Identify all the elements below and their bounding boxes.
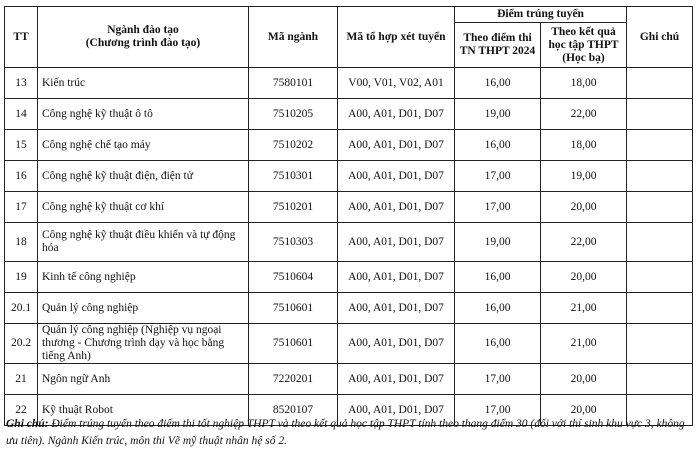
cell-diem-hoc-ba: 21,00 — [541, 324, 627, 364]
cell-tt: 16 — [5, 161, 38, 192]
cell-to-hop: A00, A01, D01, D07 — [338, 262, 455, 293]
table-row — [5, 262, 693, 293]
cell-tt: 13 — [5, 68, 38, 99]
cell-tt: 15 — [5, 130, 38, 161]
cell-nganh: Kinh tế công nghiệp — [38, 262, 249, 293]
cell-nganh: Quản lý công nghiệp (Nghiệp vụ ngoại thương - Chương trình dạy và học bằng tiếng Anh) — [38, 324, 249, 364]
cell-tt: 22 — [5, 395, 38, 426]
header-nganh-label: Ngành đào tạo — [107, 24, 179, 36]
admission-score-table — [4, 6, 693, 426]
cell-diem-thpt: 16,00 — [455, 262, 541, 293]
header-diem: Điểm trúng tuyển — [455, 7, 627, 23]
cell-ghi-chu — [627, 364, 693, 395]
header-hoc-ba: Theo kết quả học tập THPT (Học bạ) — [541, 23, 627, 68]
cell-diem-hoc-ba: 20,00 — [541, 262, 627, 293]
cell-diem-thpt: 17,00 — [455, 161, 541, 192]
cell-tt: 14 — [5, 99, 38, 130]
cell-tt: 20.1 — [5, 293, 38, 324]
cell-ma-nganh: 7510205 — [249, 99, 338, 130]
cell-ghi-chu — [627, 293, 693, 324]
header-nganh — [38, 7, 249, 68]
cell-diem-thpt: 17,00 — [455, 192, 541, 223]
header-chuong-trinh-label: (Chương trình đào tạo) — [85, 37, 201, 49]
cell-nganh: Ngôn ngữ Anh — [38, 364, 249, 395]
cell-ma-nganh: 7510303 — [249, 223, 338, 262]
cell-diem-thpt: 17,00 — [455, 364, 541, 395]
cell-ghi-chu — [627, 161, 693, 192]
cell-ghi-chu — [627, 192, 693, 223]
cell-nganh: Công nghệ kỹ thuật điện, điện tử — [38, 161, 249, 192]
cell-diem-thpt: 16,00 — [455, 293, 541, 324]
cell-ma-nganh: 7580101 — [249, 68, 338, 99]
table-row — [5, 192, 693, 223]
table-row — [5, 324, 693, 364]
cell-to-hop: A00, A01, D01, D07 — [338, 130, 455, 161]
cell-to-hop: A00, A01, D01, D07 — [338, 293, 455, 324]
cell-ma-nganh: 8520107 — [249, 395, 338, 426]
header-ghi-chu: Ghi chú — [627, 7, 693, 68]
table-row — [5, 68, 693, 99]
cell-diem-thpt: 17,00 — [455, 395, 541, 426]
cell-ma-nganh: 7220201 — [249, 364, 338, 395]
cell-tt: 20.2 — [5, 324, 38, 364]
cell-diem-thpt: 19,00 — [455, 223, 541, 262]
cell-ghi-chu — [627, 262, 693, 293]
cell-diem-hoc-ba: 21,00 — [541, 293, 627, 324]
header-ma-nganh: Mã ngành — [249, 7, 338, 68]
cell-ghi-chu — [627, 223, 693, 262]
footnote — [6, 416, 694, 450]
cell-diem-thpt: 16,00 — [455, 324, 541, 364]
cell-diem-thpt: 16,00 — [455, 130, 541, 161]
cell-to-hop: A00, A01, D01, D07 — [338, 324, 455, 364]
cell-ma-nganh: 7510604 — [249, 262, 338, 293]
footnote-label: Ghi chú: — [6, 418, 49, 430]
cell-diem-hoc-ba: 22,00 — [541, 223, 627, 262]
cell-tt: 17 — [5, 192, 38, 223]
table-row — [5, 161, 693, 192]
cell-tt: 21 — [5, 364, 38, 395]
table-row — [5, 99, 693, 130]
cell-ma-nganh: 7510301 — [249, 161, 338, 192]
cell-diem-hoc-ba: 20,00 — [541, 364, 627, 395]
cell-diem-hoc-ba: 19,00 — [541, 161, 627, 192]
cell-nganh: Kiến trúc — [38, 68, 249, 99]
table-row — [5, 293, 693, 324]
cell-diem-thpt: 16,00 — [455, 68, 541, 99]
cell-to-hop: A00, A01, D01, D07 — [338, 192, 455, 223]
cell-ghi-chu — [627, 324, 693, 364]
cell-diem-hoc-ba: 18,00 — [541, 130, 627, 161]
cell-to-hop: V00, V01, V02, A01 — [338, 68, 455, 99]
header-thpt: Theo điểm thi TN THPT 2024 — [455, 23, 541, 68]
cell-diem-hoc-ba: 20,00 — [541, 192, 627, 223]
table-row — [5, 130, 693, 161]
cell-tt: 18 — [5, 223, 38, 262]
cell-to-hop: A00, A01, D01, D07 — [338, 99, 455, 130]
cell-ma-nganh: 7510201 — [249, 192, 338, 223]
cell-to-hop: A00, A01, D01, D07 — [338, 223, 455, 262]
footnote-text: Điểm trúng tuyển theo điểm thi tốt nghiệp THPT và theo kết quả học tập THPT tính theo thang điểm 30 (đối với thí sinh khu vực 3, không ưu tiên). Ngành Kiến trúc, môn thi Vẽ mỹ thuật nhân hệ số 2. — [6, 418, 685, 447]
cell-ma-nganh: 7510601 — [249, 324, 338, 364]
cell-nganh: Quản lý công nghiệp — [38, 293, 249, 324]
header-tt: TT — [5, 7, 38, 68]
cell-nganh: Công nghệ kỹ thuật điều khiển và tự động hóa — [38, 223, 249, 262]
table-row — [5, 364, 693, 395]
cell-ghi-chu — [627, 99, 693, 130]
cell-to-hop: A00, A01, D01, D07 — [338, 364, 455, 395]
table-row — [5, 223, 693, 262]
cell-nganh: Công nghệ chế tạo máy — [38, 130, 249, 161]
cell-diem-thpt: 19,00 — [455, 99, 541, 130]
cell-ghi-chu — [627, 130, 693, 161]
cell-nganh: Kỹ thuật Robot — [38, 395, 249, 426]
cell-ma-nganh: 7510601 — [249, 293, 338, 324]
cell-ghi-chu — [627, 68, 693, 99]
cell-ma-nganh: 7510202 — [249, 130, 338, 161]
cell-to-hop: A00, A01, D01, D07 — [338, 395, 455, 426]
cell-tt: 19 — [5, 262, 38, 293]
header-to-hop: Mã tổ hợp xét tuyển — [338, 7, 455, 68]
cell-to-hop: A00, A01, D01, D07 — [338, 161, 455, 192]
cell-nganh: Công nghệ kỹ thuật ô tô — [38, 99, 249, 130]
cell-nganh: Công nghệ kỹ thuật cơ khí — [38, 192, 249, 223]
cell-diem-hoc-ba: 18,00 — [541, 68, 627, 99]
cell-diem-hoc-ba: 22,00 — [541, 99, 627, 130]
cell-diem-hoc-ba: 20,00 — [541, 395, 627, 426]
